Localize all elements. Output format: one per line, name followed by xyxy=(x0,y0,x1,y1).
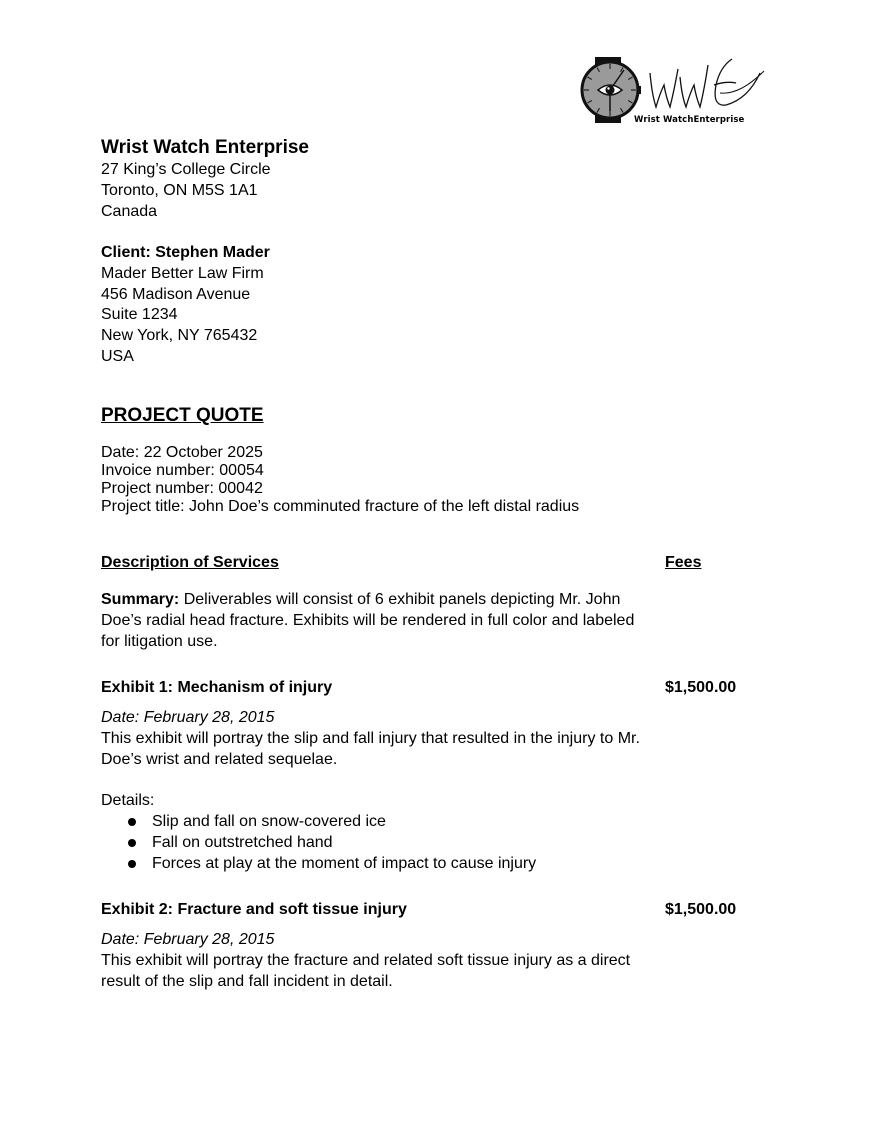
logo-brand-text: Wrist WatchEnterprise xyxy=(634,115,745,125)
project-number: Project number: 00042 xyxy=(101,480,263,497)
details-list xyxy=(101,812,536,874)
summary-text: Deliverables will consist of 6 exhibit panels depicting Mr. John Doe’s radial head fracture. Exhibits will be rendered in full color and labeled for litigation use. xyxy=(101,591,635,650)
services-column-heading: Description of Services xyxy=(101,554,279,571)
company-address-line: Canada xyxy=(101,202,158,220)
list-item-text: Slip and fall on snow-covered ice xyxy=(152,813,386,830)
bullet-icon xyxy=(128,839,136,847)
exhibit-fee: $1,500.00 xyxy=(665,679,737,696)
bullet-icon xyxy=(128,818,136,826)
client-block xyxy=(101,243,270,368)
summary-paragraph xyxy=(101,590,641,652)
exhibit-date: Date: February 28, 2015 xyxy=(101,709,275,726)
exhibit-title: Exhibit 2: Fracture and soft tissue injury xyxy=(101,901,407,918)
client-address-line: Mader Better Law Firm xyxy=(101,264,264,282)
quote-meta xyxy=(101,444,579,516)
exhibit-date: Date: February 28, 2015 xyxy=(101,931,275,948)
list-item xyxy=(101,854,536,875)
list-item xyxy=(101,833,536,854)
bullet-icon xyxy=(128,860,136,868)
fees-column-heading: Fees xyxy=(665,554,702,571)
exhibit-fee: $1,500.00 xyxy=(665,901,737,918)
summary-label: Summary: xyxy=(101,591,180,608)
exhibit-description: This exhibit will portray the slip and fall injury that resulted in the injury to Mr. Doe’s wrist and related sequelae. xyxy=(101,730,640,768)
company-name: Wrist Watch Enterprise xyxy=(101,137,309,158)
list-item-text: Fall on outstretched hand xyxy=(152,833,333,851)
company-block xyxy=(101,136,309,222)
client-address-line: 456 Madison Avenue xyxy=(101,285,251,303)
details-label: Details: xyxy=(101,792,155,809)
project-quote-heading: PROJECT QUOTE xyxy=(101,405,264,426)
company-address-line: 27 King’s College Circle xyxy=(101,161,271,178)
client-label: Client: Stephen Mader xyxy=(101,244,270,261)
list-item-text: Forces at play at the moment of impact to cause injury xyxy=(152,854,537,872)
client-address-line: Suite 1234 xyxy=(101,306,178,324)
project-title: Project title: John Doe’s comminuted fracture of the left distal radius xyxy=(101,498,580,515)
invoice-number: Invoice number: 00054 xyxy=(101,462,264,479)
exhibit-description: This exhibit will portray the fracture and related soft tissue injury as a direct result of the slip and fall incident in detail. xyxy=(101,952,631,990)
client-address-line: USA xyxy=(101,347,134,365)
client-address-line: New York, NY 765432 xyxy=(101,327,258,345)
quote-date: Date: 22 October 2025 xyxy=(101,444,263,461)
list-item xyxy=(101,812,536,833)
exhibit-title: Exhibit 1: Mechanism of injury xyxy=(101,679,333,696)
company-address-line: Toronto, ON M5S 1A1 xyxy=(101,181,258,199)
